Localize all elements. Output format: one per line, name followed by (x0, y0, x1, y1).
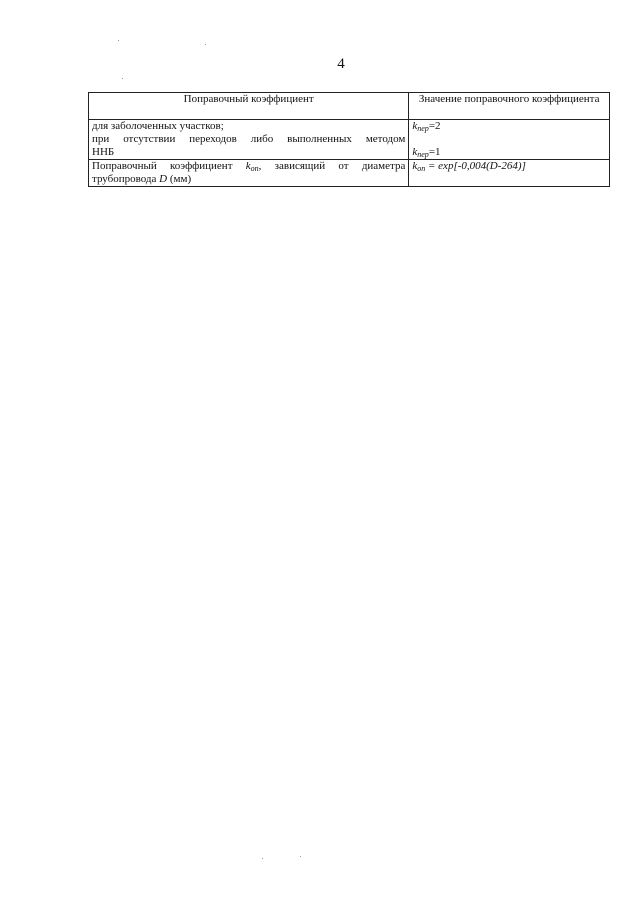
coef-subscript: пер (417, 150, 429, 159)
table-header-row (89, 93, 610, 120)
value-cell (409, 160, 610, 187)
value-kper-1 (412, 146, 606, 159)
factor-cell (89, 120, 409, 160)
factor-line (92, 160, 405, 173)
coef-symbol: k (245, 160, 251, 172)
scan-speck (262, 858, 263, 859)
correction-factor-table (88, 92, 610, 187)
factor-text: трубопровода (92, 173, 160, 185)
factor-text: , зависящий от диаметра (258, 160, 406, 172)
scan-speck (122, 78, 123, 79)
factor-line: при отсутствии переходов либо выполненных методом (92, 133, 406, 145)
coef-value: =1 (428, 146, 441, 158)
value-kper-2 (412, 120, 606, 133)
header-value: Значение поправочного коэффициента (409, 93, 610, 120)
factor-line: ННБ (92, 146, 115, 158)
coef-subscript: пер (417, 124, 429, 133)
factor-line (92, 173, 405, 186)
value-cell (409, 120, 610, 160)
factor-text: Поправочный коэффициент (92, 160, 246, 172)
coef-subscript: оп (417, 164, 426, 173)
page-number: 4 (337, 56, 345, 72)
spacer (412, 133, 606, 146)
formula-text: = exp[-0,004(D-264)] (425, 160, 526, 172)
coef-symbol: k (412, 120, 418, 132)
table-row (89, 120, 610, 160)
value-formula (412, 160, 606, 173)
coef-symbol: k (412, 160, 418, 172)
table-row (89, 160, 610, 187)
coef-symbol: k (412, 146, 418, 158)
scan-speck (118, 40, 119, 41)
factor-cell (89, 160, 409, 187)
coef-subscript: оп (250, 164, 259, 173)
diameter-symbol: D (159, 173, 168, 185)
header-factor: Поправочный коэффициент (89, 93, 409, 120)
factor-line: для заболоченных участков; (92, 120, 224, 132)
scan-speck (300, 856, 301, 857)
coef-value: =2 (428, 120, 441, 132)
factor-text: (мм) (167, 173, 192, 185)
scan-speck (205, 44, 206, 45)
